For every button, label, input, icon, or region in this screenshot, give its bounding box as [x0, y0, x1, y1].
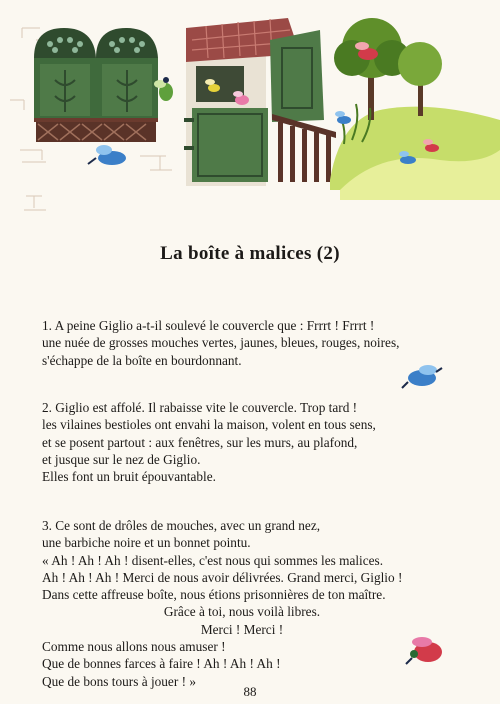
text-line: Grâce à toi, nous voilà libres.	[163, 604, 321, 620]
page-number: 88	[243, 684, 257, 699]
text-line: les vilaines bestioles ont envahi la maison, volent en tous sens,	[42, 417, 376, 433]
text-line: Elles font un bruit épouvantable.	[42, 469, 216, 485]
text-line: Merci ! Merci !	[200, 621, 284, 637]
text-line: Que de bonnes farces à faire ! Ah ! Ah ! Ah !	[42, 656, 281, 672]
window-shutters	[34, 28, 158, 142]
text-line: Comme nous allons nous amuser !	[42, 639, 226, 655]
text-line: 1. A peine Giglio a-t-il soulevé le couvercle que : Frrrt ! Frrrt !	[42, 318, 375, 333]
text-line: Ah ! Ah ! Ah ! Merci de nous avoir délivrées. Grand merci, Giglio !	[42, 569, 403, 585]
paragraph-1	[42, 317, 462, 369]
paragraph-2	[42, 399, 462, 485]
text-line: 3. Ce sont de drôles de mouches, avec un grand nez,	[42, 518, 321, 533]
header-illustration	[0, 0, 500, 225]
text-line: et se posent partout : aux fenêtres, sur les murs, au plafond,	[42, 434, 358, 450]
fly-icon	[88, 145, 126, 165]
text-line: s'échappe de la boîte en bourdonnant.	[42, 352, 242, 368]
paragraph-3	[42, 517, 462, 690]
text-line: une nuée de grosses mouches vertes, jaunes, bleues, rouges, noires,	[42, 335, 400, 351]
text-line: Dans cette affreuse boîte, nous étions prisonnières de ton maître.	[42, 587, 386, 603]
stair-railing	[272, 114, 336, 182]
text-line: une barbiche noire et un bonnet pointu.	[42, 535, 251, 551]
text-line: 2. Giglio est affolé. Il rabaisse vite le couvercle. Trop tard !	[42, 400, 358, 415]
text-line: et jusque sur le nez de Giglio.	[42, 451, 201, 467]
text-line: Que de bons tours à jouer ! »	[42, 673, 196, 689]
chapter-title: La boîte à malices (2)	[160, 243, 340, 264]
fly-icon	[402, 630, 450, 672]
fly-icon	[400, 360, 444, 394]
fly-icon	[335, 111, 351, 124]
text-line: « Ah ! Ah ! Ah ! disent-elles, c'est nous qui sommes les malices.	[42, 552, 384, 568]
